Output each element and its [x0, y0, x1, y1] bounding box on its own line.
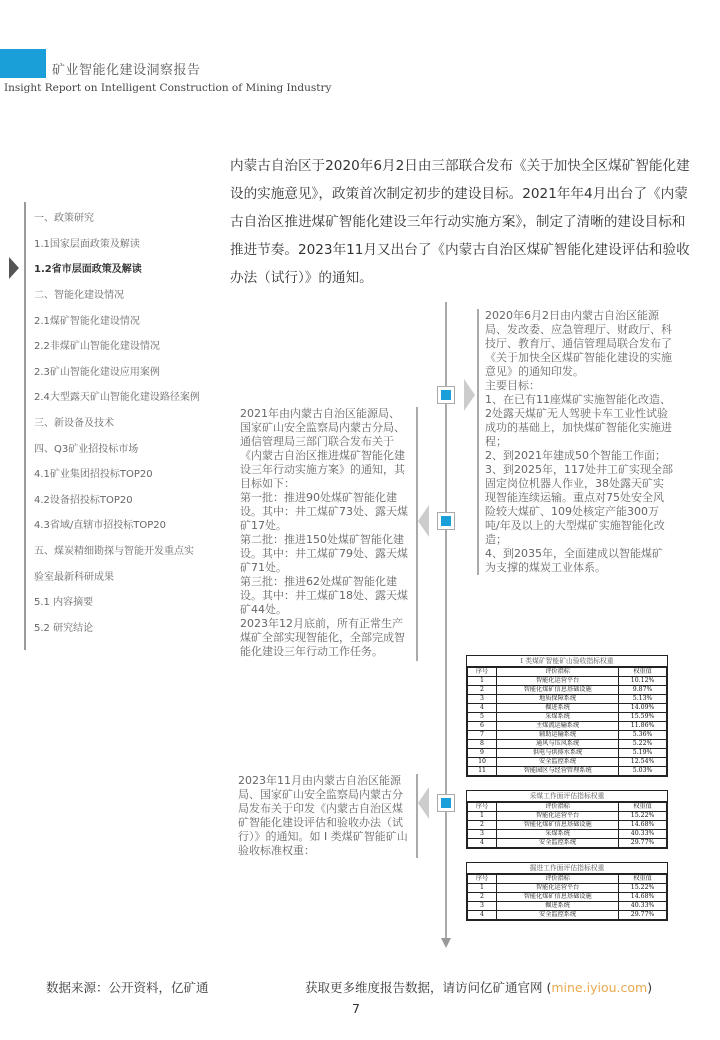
toc-item-active[interactable]: 1.2省市层面政策及解读 [34, 264, 142, 275]
intro-paragraph: 内蒙古自治区于2020年6月2日由三部联合发布《关于加快全区煤矿智能化建设的实施意见》，政策首次制定初步的建设目标。2021年年4月出台了《内蒙古自治区推进煤矿智能化建设三年行动实施方案》，制定了清晰的建设目标和推进节奏。2023年11月又出台了《内蒙古自治区煤矿智能化建设评估和验收办法（试行）》的通知。 [230, 158, 690, 286]
timeline-text-2023: 2023年11月由内蒙古自治区能源局、国家矿山安全监察局内蒙古分局发布关于印发《内蒙古自治区煤矿智能化建设评估和验收办法（试行）》的通知。如 I 类煤矿智能矿山验收标准权重： [238, 774, 418, 858]
table-of-contents [24, 202, 226, 650]
table-cell: 地质保障系统 [497, 695, 619, 704]
header-accent-bar [0, 50, 46, 78]
table-cell: 4 [468, 911, 497, 920]
table-header: 评价指标 [497, 668, 619, 677]
weight-table [467, 802, 667, 848]
footer-more-prefix: 获取更多维度报告数据，请访问亿矿通官网 ( [305, 980, 552, 995]
table-row [468, 812, 667, 821]
toc-item[interactable]: 5.2 研究结论 [34, 623, 94, 634]
table-row [468, 713, 667, 722]
table-cell: 掘进系统 [497, 704, 619, 713]
footer-more-suffix: ) [647, 980, 653, 995]
table-row [468, 758, 667, 767]
toc-item[interactable]: 2.2非煤矿山智能化建设情况 [34, 341, 160, 352]
table-cell: 40.33% [619, 902, 667, 911]
table-row [468, 821, 667, 830]
table-cell: 29.77% [619, 911, 667, 920]
table-cell: 掘进系统 [497, 902, 619, 911]
table-cell: 2 [468, 686, 497, 695]
page-number: 7 [352, 1001, 360, 1016]
table-cell: 14.68% [619, 893, 667, 902]
toc-item[interactable]: 4.2设备招投标TOP20 [34, 495, 133, 506]
table-header: 序号 [468, 875, 497, 884]
table-row [468, 695, 667, 704]
table-cell: 9 [468, 749, 497, 758]
timeline-node-icon [437, 794, 455, 812]
table-cell: 14.09% [619, 704, 667, 713]
table-row [468, 740, 667, 749]
toc-item[interactable]: 一、政策研究 [34, 213, 94, 224]
table-cell: 5.13% [619, 695, 667, 704]
toc-item[interactable]: 4.1矿业集团招投标TOP20 [34, 469, 153, 480]
chevron-right-icon [464, 379, 475, 411]
table-cell: 1 [468, 884, 497, 893]
table-cell: 7 [468, 731, 497, 740]
table-cell: 2 [468, 821, 497, 830]
table-cell: 9.87% [619, 686, 667, 695]
table-cell: 40.33% [619, 830, 667, 839]
table-cell: 供电与供排水系统 [497, 749, 619, 758]
weight-table [467, 667, 667, 776]
table-row [468, 704, 667, 713]
table-cell: 1 [468, 812, 497, 821]
table-caption: 采煤工作面评估指标权重 [467, 791, 667, 802]
table-cell: 通风与压风系统 [497, 740, 619, 749]
table-cell: 智能化煤矿信息基础设施 [497, 821, 619, 830]
table-caption: I 类煤矿智能矿山验收指标权重 [467, 656, 667, 667]
table-cell: 5 [468, 713, 497, 722]
table-cell: 5.36% [619, 731, 667, 740]
weight-table [467, 874, 667, 920]
toc-item[interactable]: 验室最新科研成果 [34, 572, 114, 583]
table-cell: 智能化运营平台 [497, 884, 619, 893]
table-cell: 采煤系统 [497, 713, 619, 722]
table-row [468, 839, 667, 848]
table-cell: 10 [468, 758, 497, 767]
timeline-node-icon [437, 386, 455, 404]
table-cell: 采煤系统 [497, 830, 619, 839]
table-row [468, 884, 667, 893]
footer-source: 数据来源：公开资料，亿矿通 [46, 980, 209, 995]
report-title: 矿业智能化建设洞察报告 [52, 63, 201, 78]
table-cell: 3 [468, 695, 497, 704]
table-header: 评价指标 [497, 875, 619, 884]
table-cell: 2 [468, 893, 497, 902]
table-cell: 15.59% [619, 713, 667, 722]
table-cell: 11 [468, 767, 497, 776]
table-cell: 安全监控系统 [497, 911, 619, 920]
table-cell: 29.77% [619, 839, 667, 848]
table-header: 权重值 [619, 875, 667, 884]
toc-item[interactable]: 2.4大型露天矿山智能化建设路径案例 [34, 392, 200, 403]
table-cell: 11.86% [619, 722, 667, 731]
table-cell: 4 [468, 704, 497, 713]
toc-item[interactable]: 四、Q3矿业招投标市场 [34, 444, 139, 455]
toc-item[interactable]: 2.3矿山智能化建设应用案例 [34, 367, 160, 378]
weight-tables [466, 655, 668, 921]
toc-item[interactable]: 三、新设备及技术 [34, 418, 114, 429]
table-cell: 10.12% [619, 677, 667, 686]
weight-table-3 [466, 862, 668, 921]
table-cell: 15.22% [619, 884, 667, 893]
website-link[interactable]: mine.iyiou.com [551, 980, 648, 995]
footer-more-info [305, 978, 652, 996]
table-row [468, 722, 667, 731]
table-cell: 5.19% [619, 749, 667, 758]
table-header: 序号 [468, 803, 497, 812]
chevron-left-icon [418, 505, 429, 537]
table-cell: 智能化煤矿信息基础设施 [497, 686, 619, 695]
table-cell: 8 [468, 740, 497, 749]
report-subtitle: Insight Report on Intelligent Construction of Mining Industry [4, 82, 332, 94]
table-caption: 掘进工作面评估指标权重 [467, 863, 667, 874]
table-cell: 安全监控系统 [497, 758, 619, 767]
table-cell: 3 [468, 902, 497, 911]
table-cell: 15.22% [619, 812, 667, 821]
toc-item[interactable]: 5.1 内容摘要 [34, 597, 94, 608]
table-header: 权重值 [619, 668, 667, 677]
table-cell: 1 [468, 677, 497, 686]
timeline-arrow-icon [441, 938, 451, 948]
chevron-left-icon [418, 787, 429, 819]
toc-item[interactable]: 1.1国家层面政策及解读 [34, 239, 140, 250]
timeline-text-2021: 2021年由内蒙古自治区能源局、国家矿山安全监察局内蒙古分局、通信管理局三部门联合发布关于《内蒙古自治区推进煤矿智能化建设三年行动实施方案》的通知，其目标如下： 第一批：推进90处煤矿智能化建设。其中：井工煤矿73处、露天煤矿17处。 第二批：推进150处煤矿智能化建设。其中：井工煤矿79处、露天煤矿71处。 第三批：推进62处煤矿智能化建设。其中：井工煤矿18处、露天煤矿44处。 2023年12月底前，所有正常生产煤矿全部实现智能化，全部完成智能化建设三年行动工作任务。 [240, 407, 418, 661]
table-cell: 6 [468, 722, 497, 731]
toc-item[interactable]: 二、智能化建设情况 [34, 290, 124, 301]
table-row [468, 686, 667, 695]
table-cell: 4 [468, 839, 497, 848]
table-cell: 主煤流运输系统 [497, 722, 619, 731]
table-header: 权重值 [619, 803, 667, 812]
table-cell: 安全监控系统 [497, 839, 619, 848]
table-row [468, 911, 667, 920]
table-header: 序号 [468, 668, 497, 677]
table-row [468, 902, 667, 911]
table-row [468, 677, 667, 686]
table-row [468, 893, 667, 902]
table-cell: 智能化煤矿信息基础设施 [497, 893, 619, 902]
table-cell: 12.54% [619, 758, 667, 767]
weight-table-1 [466, 655, 668, 777]
toc-item[interactable]: 4.3省域/直辖市招投标TOP20 [34, 520, 167, 531]
table-cell: 辅助运输系统 [497, 731, 619, 740]
toc-current-marker-icon [9, 257, 19, 279]
table-row [468, 830, 667, 839]
table-row [468, 731, 667, 740]
table-cell: 智能化运营平台 [497, 677, 619, 686]
toc-item[interactable]: 五、煤炭精细勘探与智能开发重点实 [34, 546, 194, 557]
table-row [468, 767, 667, 776]
table-header: 评价指标 [497, 803, 619, 812]
table-cell: 智能园区与经营管理系统 [497, 767, 619, 776]
timeline-text-2020: 2020年6月2日由内蒙古自治区能源局、发改委、应急管理厅、财政厅、科技厅、教育厅、通信管理局联合发布了《关于加快全区煤矿智能化建设的实施意见》的通知印发。 主要目标： 1、在已有11座煤矿实施智能化改造、2处露天煤矿无人驾驶卡车工业性试验成功的基础上，加快煤矿智能化实施进程； 2、到2021年建成50个智能工作面； 3、到2025年，117处井工矿实现全部固定岗位机器人作业，38处露天矿实现智能连续运输。重点对75处安全风险较大煤矿、109处核定产能300万吨/年及以上的大型煤矿实施智能化改造； 4、到2035年，全面建成以智能煤矿为支撑的煤炭工业体系。 [477, 309, 673, 575]
table-cell: 智能化运营平台 [497, 812, 619, 821]
table-row [468, 749, 667, 758]
table-cell: 14.68% [619, 821, 667, 830]
weight-table-2 [466, 790, 668, 849]
table-cell: 3 [468, 830, 497, 839]
table-cell: 5.03% [619, 767, 667, 776]
timeline-node-icon [437, 512, 455, 530]
toc-item[interactable]: 2.1煤矿智能化建设情况 [34, 316, 140, 327]
table-cell: 5.22% [619, 740, 667, 749]
